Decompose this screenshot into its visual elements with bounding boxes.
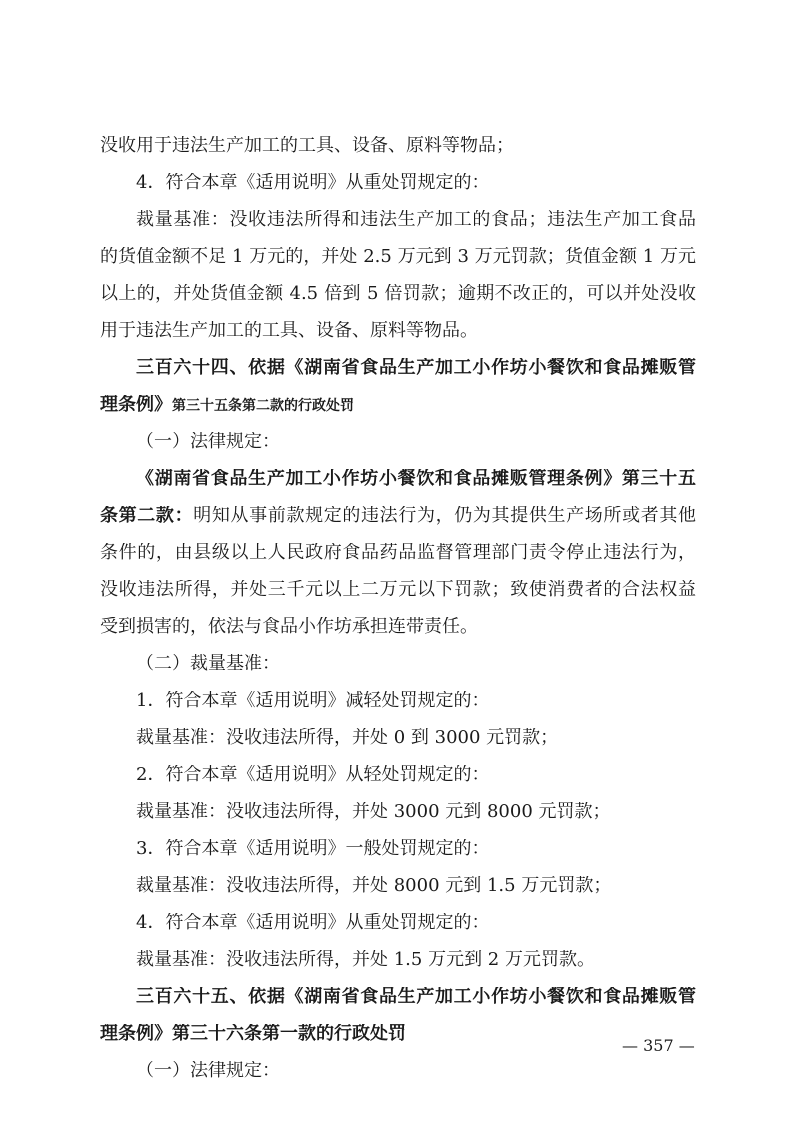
section-title: 三百六十四、依据《湖南省食品生产加工小作坊小餐饮和食品摊贩管 — [136, 358, 696, 378]
section-title-main: 理条例》 — [100, 395, 172, 415]
page-number: — 357 — — [622, 1036, 695, 1055]
list-item: 裁量基准：没收违法所得，并处 0 到 3000 元罚款； — [136, 728, 559, 748]
list-item: 2．符合本章《适用说明》从轻处罚规定的： — [136, 765, 490, 785]
subheading: （一）法律规定： — [136, 1061, 280, 1081]
text-line: 以上的，并处货值金额 4.5 倍到 5 倍罚款；逾期不改正的，可以并处没收 — [100, 284, 696, 304]
text-line: 用于违法生产加工的工具、设备、原料等物品。 — [100, 321, 478, 341]
list-item: 1．符合本章《适用说明》减轻处罚规定的： — [136, 691, 490, 711]
section-title: 理条例》第三十六条第一款的行政处罚 — [100, 1024, 406, 1044]
text-line: 没收违法所得，并处三千元以上二万元以下罚款；致使消费者的合法权益 — [100, 580, 696, 600]
text-line: 的货值金额不足 1 万元的，并处 2.5 万元到 3 万元罚款；货值金额 1 万元 — [100, 247, 696, 267]
list-item: 裁量基准：没收违法所得，并处 1.5 万元到 2 万元罚款。 — [136, 950, 595, 970]
law-text: 明知从事前款规定的违法行为，仍为其提供生产场所或者其他 — [193, 506, 696, 526]
text-line: 条件的，由县级以上人民政府食品药品监督管理部门责令停止违法行为， — [100, 543, 696, 563]
subheading: （一）法律规定： — [136, 432, 280, 452]
document-page — [100, 136, 696, 1098]
list-item: 4．符合本章《适用说明》从重处罚规定的： — [136, 913, 490, 933]
subheading: （二）裁量基准： — [136, 654, 280, 674]
section-title: 三百六十五、依据《湖南省食品生产加工小作坊小餐饮和食品摊贩管 — [136, 987, 696, 1007]
text-line: 裁量基准：没收违法所得和违法生产加工的食品；违法生产加工食品 — [136, 210, 696, 230]
law-citation: 条第二款： — [100, 506, 194, 526]
text-line: 没收用于违法生产加工的工具、设备、原料等物品； — [100, 136, 514, 156]
text-line: 受到损害的，依法与食品小作坊承担连带责任。 — [100, 617, 478, 637]
section-title-small: 第三十五条第二款的行政处罚 — [172, 398, 354, 414]
law-citation: 《湖南省食品生产加工小作坊小餐饮和食品摊贩管理条例》第三十五 — [136, 469, 696, 489]
section-title — [100, 395, 696, 415]
list-item: 裁量基准：没收违法所得，并处 8000 元到 1.5 万元罚款； — [136, 876, 612, 896]
list-item: 裁量基准：没收违法所得，并处 3000 元到 8000 元罚款； — [136, 802, 611, 822]
text-line — [100, 506, 696, 526]
list-item: 3．符合本章《适用说明》一般处罚规定的： — [136, 839, 490, 859]
text-line: 4．符合本章《适用说明》从重处罚规定的： — [136, 173, 490, 193]
